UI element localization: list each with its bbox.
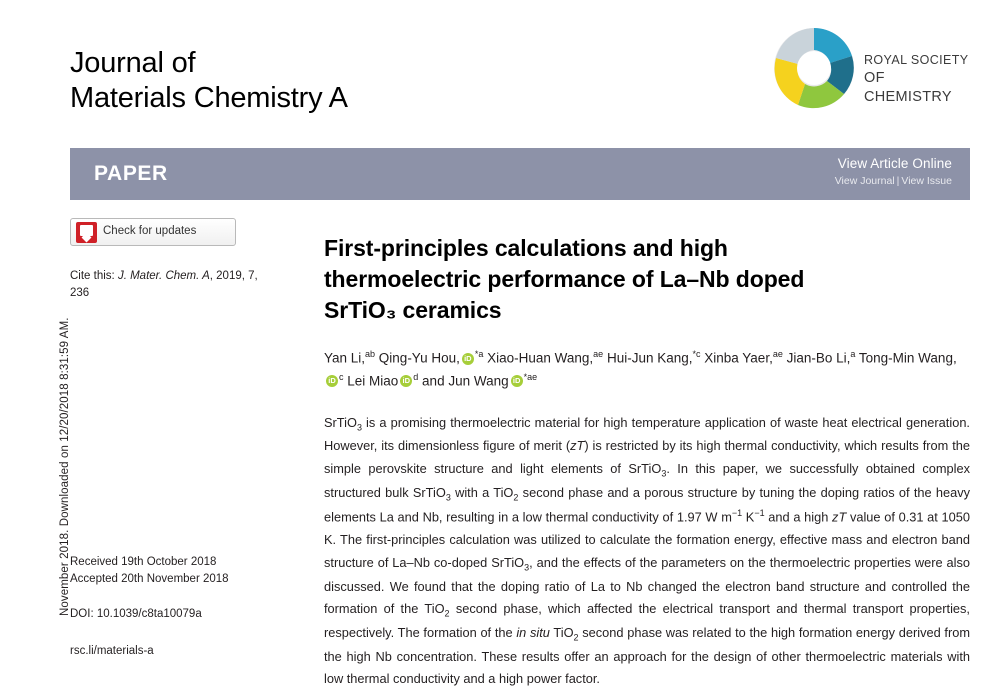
orcid-icon[interactable] xyxy=(511,375,523,387)
article-title-line1: First-principles calculations and high xyxy=(324,235,728,262)
orcid-icon[interactable] xyxy=(400,375,412,387)
rsc-logo-line1: ROYAL SOCIETY xyxy=(864,53,969,67)
view-journal-link[interactable]: View Journal xyxy=(834,175,895,187)
rsc-logo-mark-icon xyxy=(772,26,856,110)
article-main-column xyxy=(324,218,970,691)
cite-this-volume: , 2019, 7, xyxy=(209,270,258,282)
view-online-block xyxy=(835,156,952,187)
cite-this xyxy=(70,268,288,301)
side-note-text: November 2018. Downloaded on 12/20/2018 8:31:59 AM. xyxy=(59,317,71,616)
left-meta-column xyxy=(70,218,288,657)
check-for-updates-label: Check for updates xyxy=(103,225,197,237)
received-accepted-dates xyxy=(70,554,229,589)
article-title xyxy=(324,233,970,325)
journal-title-line2: Materials Chemistry A xyxy=(70,82,348,115)
article-title-line2: thermoelectric performance of La–Nb doped xyxy=(324,265,805,292)
doi-text: DOI: 10.1039/c8ta10079a xyxy=(70,608,202,620)
paper-type-label: PAPER xyxy=(94,162,168,185)
article-title-line3: SrTiO₃ ceramics xyxy=(324,296,502,323)
rsc-logo xyxy=(772,20,972,116)
check-for-updates-button[interactable] xyxy=(70,218,236,246)
view-links-separator: | xyxy=(896,175,900,187)
orcid-icon[interactable] xyxy=(326,375,338,387)
cite-this-page: 236 xyxy=(70,286,90,299)
journal-title-line1: Journal of xyxy=(70,47,196,79)
rsc-li-link[interactable]: rsc.li/materials-a xyxy=(70,645,154,657)
article-page xyxy=(40,0,1000,687)
orcid-icon[interactable] xyxy=(462,353,474,365)
view-article-online-link[interactable]: View Article Online xyxy=(837,156,952,171)
side-note xyxy=(0,0,71,666)
view-issue-link[interactable]: View Issue xyxy=(901,175,952,187)
cite-this-journal: J. Mater. Chem. A xyxy=(117,270,210,282)
received-date: Received 19th October 2018 xyxy=(70,556,217,568)
abstract-text: SrTiO$_3$ is a promising thermoelectric material for high temperature application of waste heat electrical generation. However, its dimensionless figure of merit (zT) is restricted by its high thermal conductivity, which results from the simple perovskite structure and light elements of SrTiO$_3$. In this paper, we successfully obtained complex structured bulk SrTiO$_3$ with a TiO$_2$ second phase and a porous structure by tuning the doping ratios of the heavy elements La and Nb, resulting in a low thermal conductivity of 1.97 W $m^{-1}$ $K^{-1}$ and a high zT value of 0.31 at 1050 K. The first-principles calculation was utilized to calculate the formation energy, effective mass and electron band structure of La–Nb co-doped SrTiO$_3$, and the effects of the parameters on the thermoelectric properties were also discussed. We found that the doping ratio of La to Nb changed the electron band structure and controlled the formation of the TiO$_2$ second phase, which affected the electrical transport and thermal transport properties, respectively. The formation of the in situ TiO$_2$ second phase was related to the high formation energy derived from the high Nb concentration. These results offer an approach for the design of other thermoelectric materials with low thermal conductivity and a high power factor. xyxy=(324,414,971,687)
journal-masthead xyxy=(70,46,630,117)
view-links xyxy=(835,175,952,187)
accepted-date: Accepted 20th November 2018 xyxy=(70,573,229,586)
rsc-logo-text xyxy=(864,52,972,108)
rsc-logo-line2: OF CHEMISTRY xyxy=(864,69,952,106)
cite-this-prefix: Cite this: xyxy=(70,270,115,282)
crossmark-icon xyxy=(76,222,97,243)
author-list: Yan Li,$^{ab}$ Qing-Yu Hou, iD $^{*a}$ Xiao-Huan Wang,$^{ae}$ Hui-Jun Kang,$^{*c}$ Xinba Yaer,$^{ae}$ Jian-Bo Li,$^a$ Tong-Min $Wang,iD^c$ Lei Miao iD $^d$ and Jun Wang iD $^{*ae}$ xyxy=(324,347,970,392)
paper-banner xyxy=(70,148,970,200)
